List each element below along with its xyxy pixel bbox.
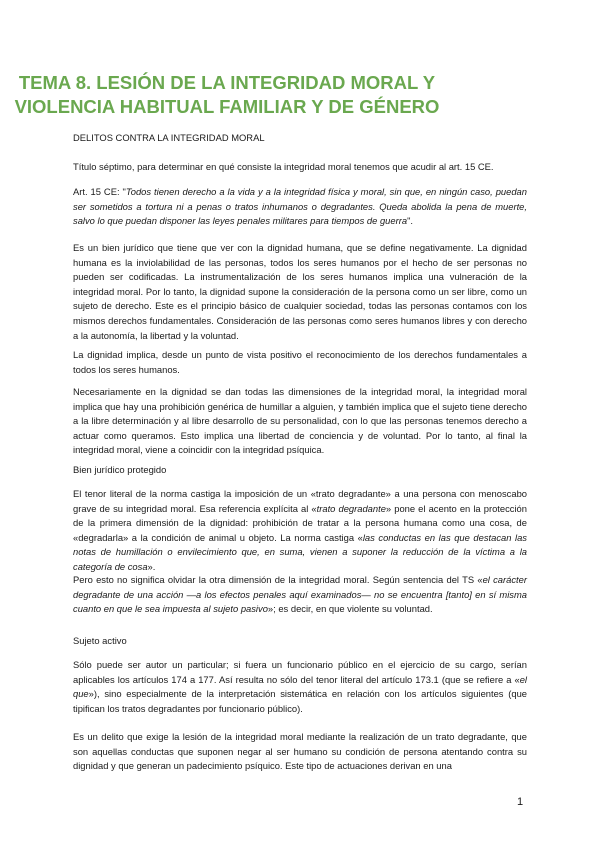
pero-italic-b: el carácter degradante de una acción —a los efectos penales aquí examinados— no se encuentra [tanto] en sí misma cuanto en que le sea impuesta al sujeto pasivo — [73, 574, 527, 615]
paragraph-necesariamente: Necesariamente en la dignidad se dan todas las dimensiones de la integridad moral, la integridad moral implica que hay una prohibición genérica de humillar a alguien, y también implica que el sujeto tiene derecho a la libre determinación y al libre desarrollo de su personalidad, con lo que las personas tenemos derecho a actuar como queramos. Esto implica una libertad de conciencia y de voluntad. Por lo tanto, al final la integridad moral, viene a coincidir con la integridad psíquica. — [73, 386, 527, 456]
heading-sujeto-activo: Sujeto activo — [73, 635, 127, 646]
document-title — [0, 71, 460, 119]
art15-suffix: ". — [407, 215, 413, 227]
paragraph-pero — [73, 573, 527, 617]
title-line-2: VIOLENCIA HABITUAL FAMILIAR Y DE GÉNERO — [14, 96, 440, 117]
tenor-text-e: ». — [147, 560, 156, 572]
paragraph-tenor-literal — [73, 487, 527, 575]
solo-text-a: Sólo puede ser autor un particular; si fuera un funcionario público en el ejercicio de su cargo, serían aplicables los artículos 174 a 177. Así resulta no sólo del tenor literal del artículo 173.1 (que se refiere a « — [73, 659, 527, 685]
paragraph-titulo: Título séptimo, para determinar en qué consiste la integridad moral tenemos que acudir al art. 15 CE. — [73, 161, 494, 172]
title-line-1: TEMA 8. LESIÓN DE LA INTEGRIDAD MORAL Y — [18, 72, 436, 93]
paragraph-art15 — [73, 185, 527, 229]
solo-italic-b: el que — [73, 673, 527, 700]
art15-quote: Todos tienen derecho a la vida y a la integridad física y moral, sin que, en ningún caso, puedan ser sometidos a tortura ni a penas o tratos inhumanos o degradantes. Queda abolida la pena de muerte, salvo lo que puedan disponer las leyes penales militares para tiempos de guerra — [73, 186, 527, 227]
pero-text-a: Pero esto no significa olvidar la otra dimensión de la integridad moral. Según sentencia del TS « — [73, 574, 483, 585]
heading-bien-juridico-protegido: Bien jurídico protegido — [73, 464, 167, 475]
pero-text-c: »; es decir, en que violente su voluntad. — [267, 603, 433, 615]
tenor-text-a: El tenor literal de la norma castiga la imposición de un «trato degradante» a una persona con menoscabo grave de su integridad moral. Esa referencia explícita al « — [73, 488, 527, 514]
paragraph-dignidad: La dignidad implica, desde un punto de vista positivo el reconocimiento de los derechos fundamentales a todos los seres humanos. — [73, 349, 527, 375]
tenor-italic-d: las conductas en las que destacan las notas de humillación o envilecimiento que, en suma, vienen a suponer la reducción de la víctima a la categoría de cosa — [73, 531, 527, 572]
solo-text-c: »), sino especialmente de la interpretación sistemática en relación con los artículos siguientes (que tipifican los tratos degradantes por funcionario público). — [73, 688, 527, 714]
page-number: 1 — [517, 796, 524, 808]
tenor-text-c: » pone el acento en la protección de la primera dimensión de la dignidad: prohibición de tratar a la persona humana como una cosa, de «degradarla» a la condición de animal u objeto. La norma castiga « — [73, 502, 527, 543]
section-heading: DELITOS CONTRA LA INTEGRIDAD MORAL — [73, 132, 265, 143]
paragraph-solo — [73, 658, 527, 716]
tenor-italic-b: trato degradante — [316, 502, 386, 514]
paragraph-bien-juridico: Es un bien jurídico que tiene que ver con la dignidad humana, que se define negativamente. La dignidad humana es la inviolabilidad de las personas, todos los seres humanos por el hecho de ser personas no pueden ser codificadas. La instrumentalización de los seres humanos implica una vulneración de la integridad moral. Por lo tanto, la dignidad supone la consideración de la persona como un ser libre, como un sujeto de derecho. Este es el principio básico de cualquier sociedad, todas las personas contamos con los mismos derechos fundamentales. Consideración de las personas como seres humanos libres y con derecho a la autonomía, la libertad y la voluntad. — [73, 242, 527, 341]
art15-prefix: Art. 15 CE: " — [73, 186, 126, 197]
paragraph-delito: Es un delito que exige la lesión de la integridad moral mediante la realización de un trato degradante, que son aquellas conductas que suponen negar al ser humano su condición de persona atentando contra su dignidad y que generan un padecimiento psíquico. Este tipo de actuaciones derivan en una — [73, 731, 527, 772]
